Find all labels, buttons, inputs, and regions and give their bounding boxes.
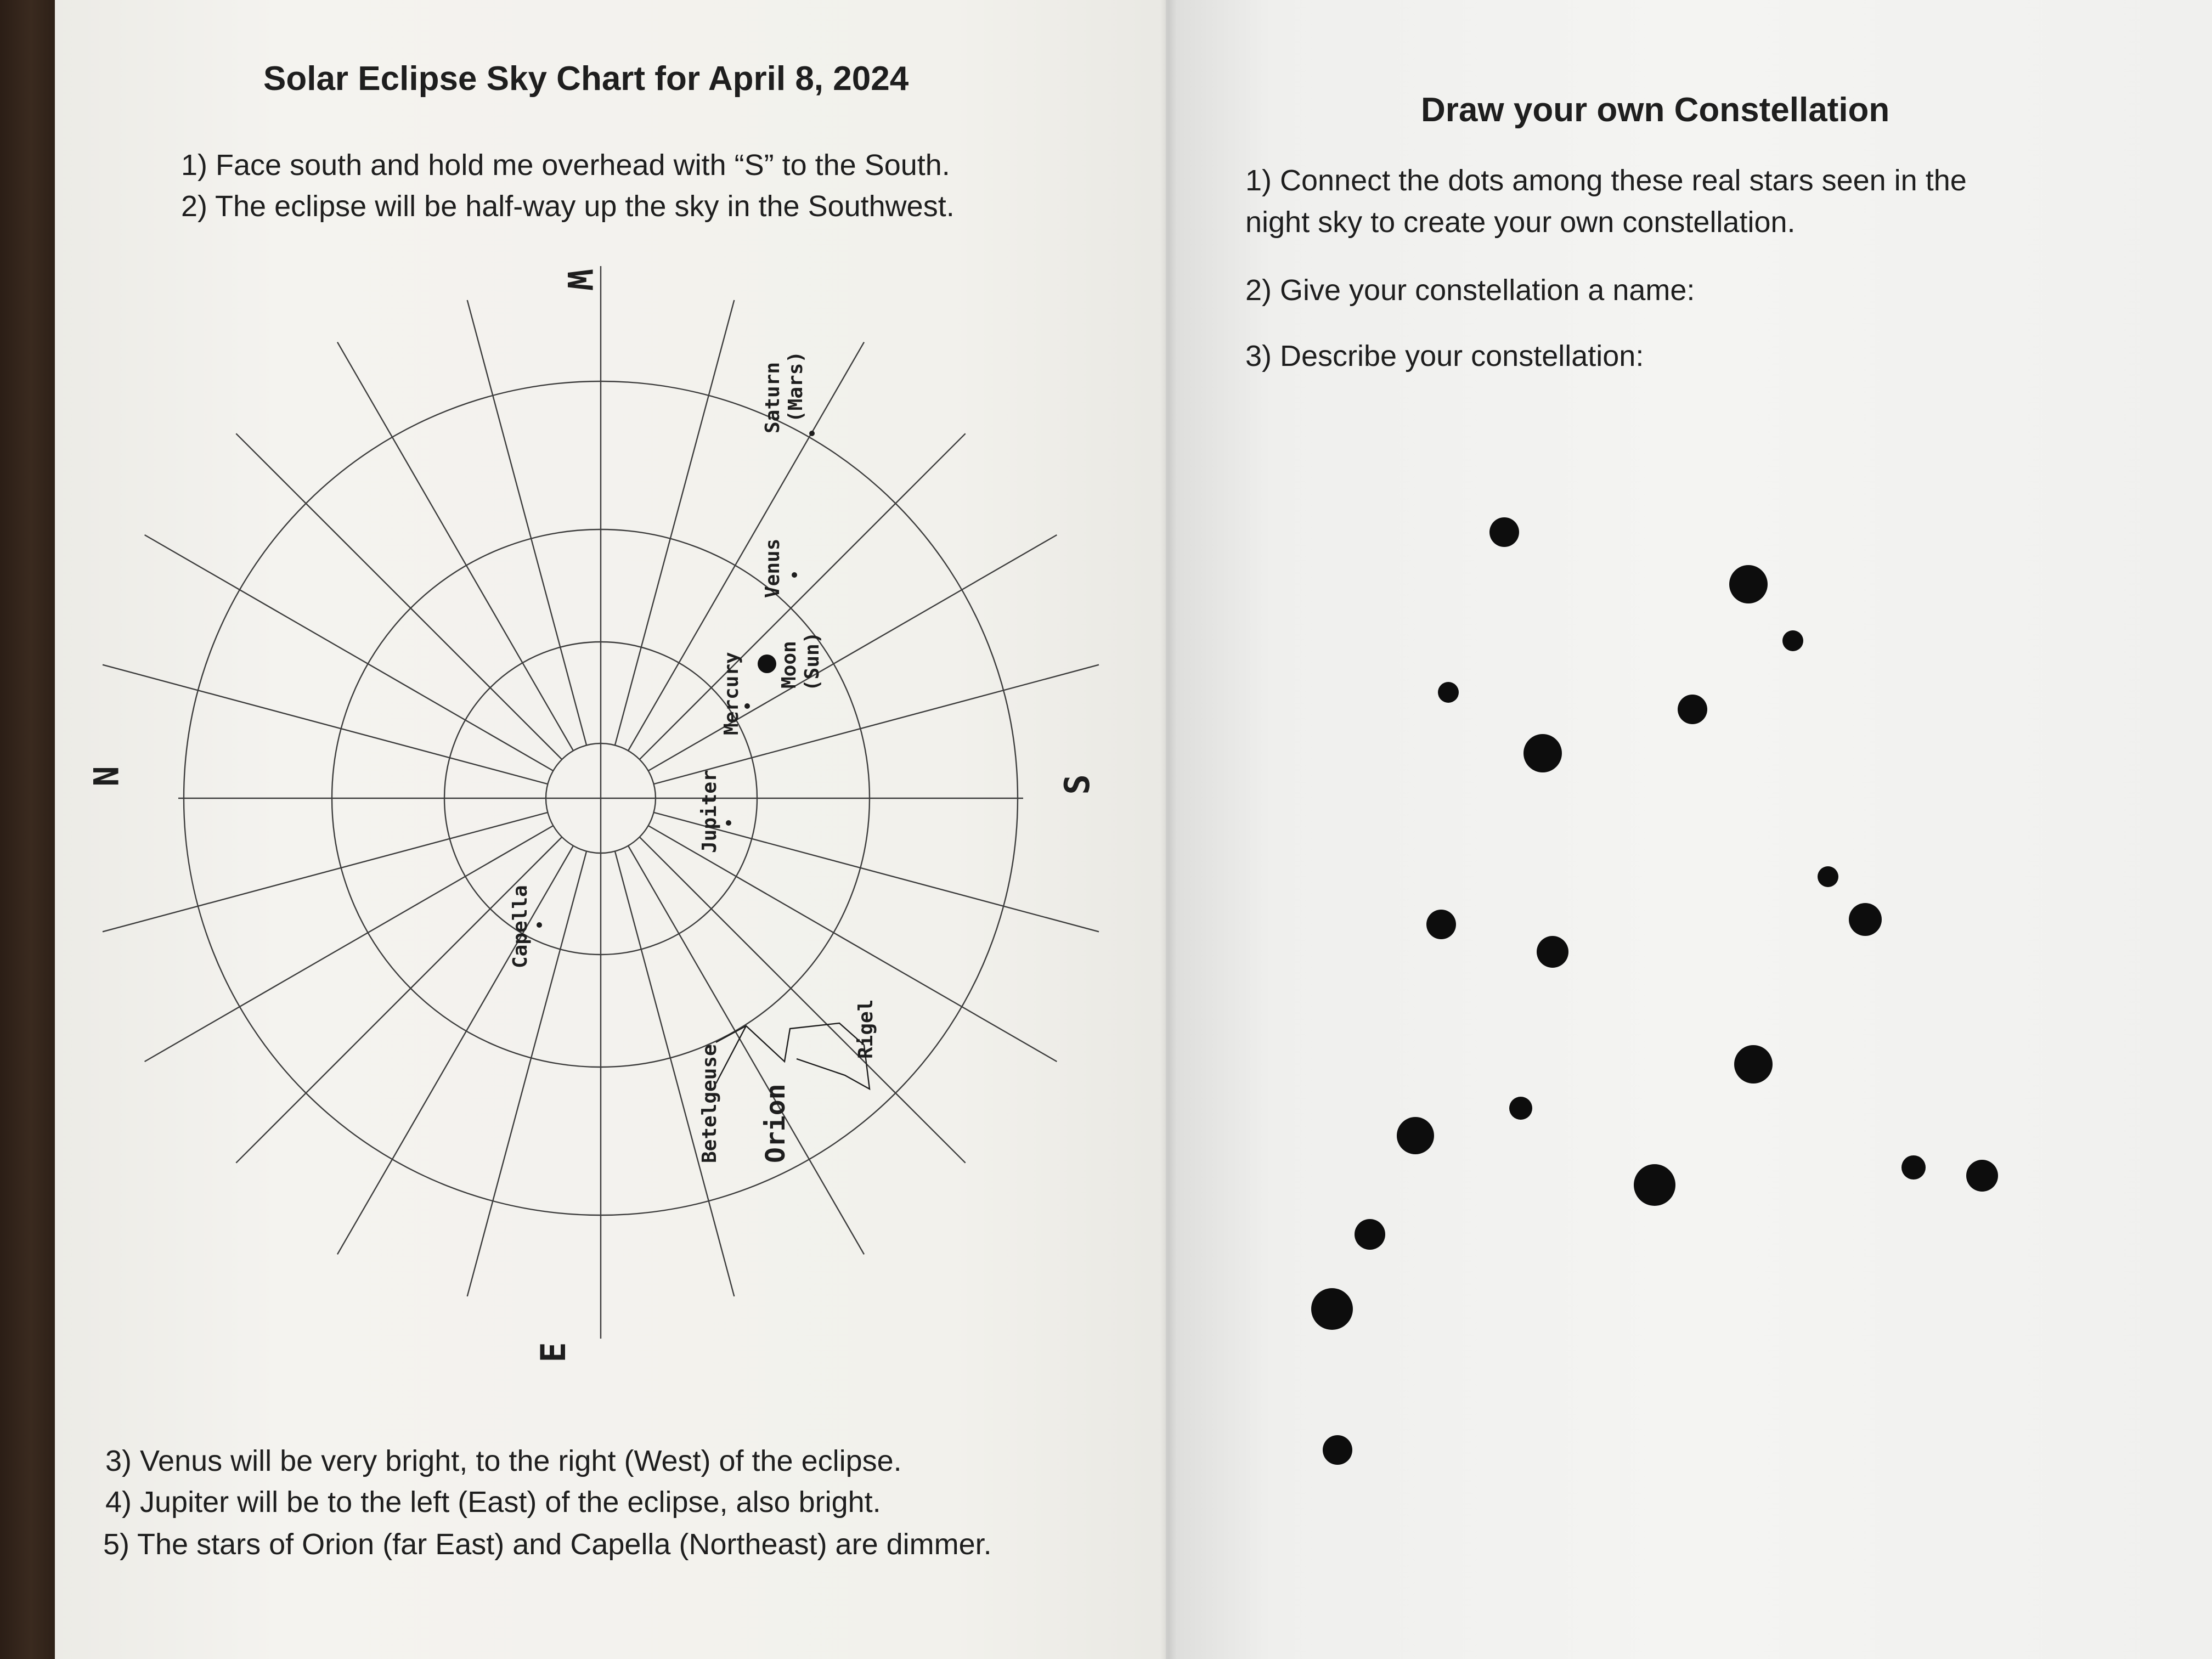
- constellation-step-3: 3) Describe your constellation:: [1245, 340, 1644, 373]
- constellation-step-2: 2) Give your constellation a name:: [1245, 274, 1695, 307]
- star-dot[interactable]: [1523, 734, 1562, 772]
- instruction-2: 2) The eclipse will be half-way up the sky in the Southwest.: [181, 190, 955, 223]
- note-4: 4) Jupiter will be to the left (East) of the eclipse, also bright.: [105, 1486, 881, 1519]
- label-sun: (Sun): [801, 631, 823, 691]
- star-dot[interactable]: [1634, 1164, 1675, 1206]
- direction-east: E: [533, 1342, 573, 1363]
- label-moon: Moon: [778, 641, 800, 689]
- star-dot[interactable]: [1849, 903, 1882, 936]
- label-mercury: Mercury: [720, 652, 743, 735]
- label-venus: Venus: [761, 538, 784, 598]
- instruction-1: 1) Face south and hold me overhead with “S” to the South.: [181, 149, 950, 182]
- star-dot[interactable]: [1489, 517, 1519, 547]
- star-dot[interactable]: [1678, 695, 1707, 724]
- label-jupiter: Jupiter: [698, 770, 721, 853]
- star-dot[interactable]: [1782, 630, 1803, 651]
- star-dot[interactable]: [1355, 1219, 1385, 1250]
- star-dot[interactable]: [1537, 936, 1568, 968]
- note-5: 5) The stars of Orion (far East) and Capella (Northeast) are dimmer.: [103, 1528, 992, 1561]
- constellation-step-1b: night sky to create your own constellation.: [1245, 206, 1796, 239]
- direction-north: N: [85, 766, 125, 787]
- label-capella: Capella: [509, 885, 532, 968]
- star-dot[interactable]: [1734, 1045, 1773, 1084]
- constellation-step-1a: 1) Connect the dots among these real stars seen in the: [1245, 164, 1967, 197]
- label-betelgeuse: Betelgeuse: [698, 1044, 721, 1163]
- star-dot[interactable]: [1901, 1155, 1926, 1180]
- label-mars: (Mars): [785, 351, 807, 422]
- star-dot[interactable]: [1729, 565, 1768, 603]
- direction-west: W: [560, 269, 600, 290]
- star-dot[interactable]: [1818, 866, 1838, 887]
- label-orion: Orion: [760, 1084, 791, 1163]
- label-rigel: Rigel: [855, 999, 877, 1059]
- star-dot[interactable]: [1509, 1097, 1532, 1120]
- star-dot[interactable]: [1966, 1160, 1998, 1192]
- note-3: 3) Venus will be very bright, to the right (West) of the eclipse.: [105, 1444, 902, 1477]
- label-saturn: Saturn: [761, 362, 784, 433]
- star-dot[interactable]: [1438, 682, 1459, 703]
- constellation-title: Draw your own Constellation: [1421, 91, 1890, 129]
- direction-south: S: [1057, 774, 1097, 795]
- star-dot[interactable]: [1397, 1117, 1434, 1154]
- star-dot[interactable]: [1426, 910, 1456, 939]
- star-dot[interactable]: [1311, 1288, 1353, 1330]
- sky-chart-title: Solar Eclipse Sky Chart for April 8, 2024: [263, 60, 909, 98]
- star-dot[interactable]: [1323, 1435, 1352, 1465]
